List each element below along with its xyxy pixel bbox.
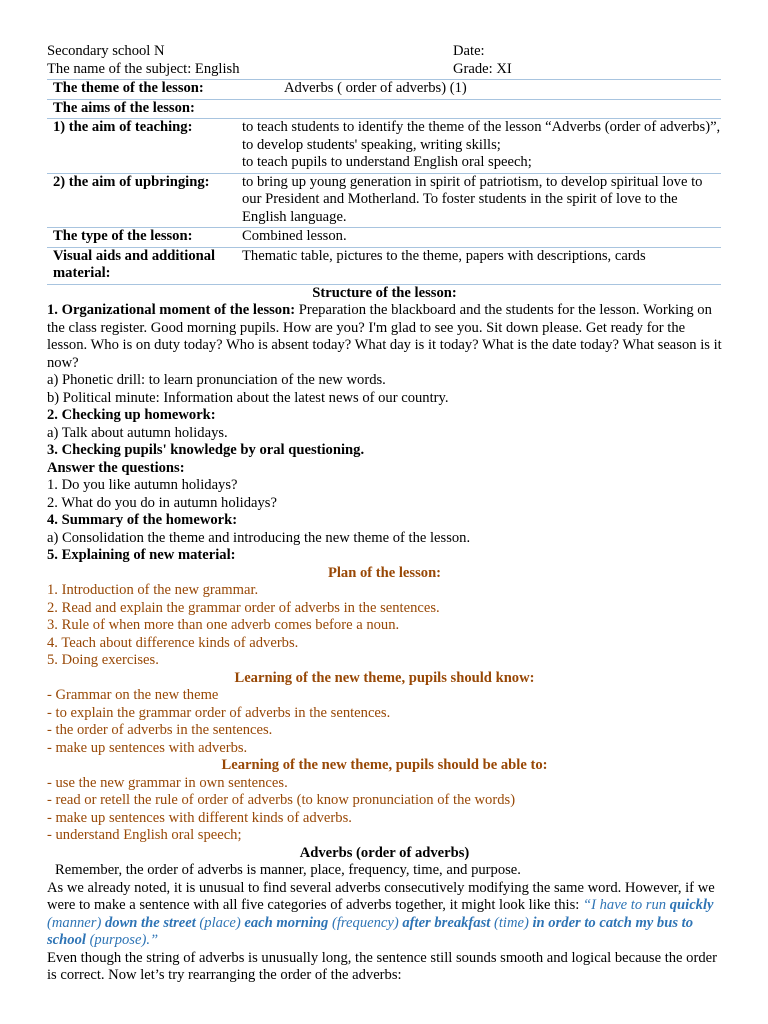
theme-label: The theme of the lesson:: [53, 80, 204, 96]
header-row-2: [47, 61, 722, 79]
lesson-type-value: Combined lesson.: [242, 228, 347, 244]
section-1-text: Preparation the blackboard and the students for the lesson. Working on the class register. Good morning pupils. How are you? I'm glad to see you. Sit down please. Get ready for the lesson. Who is on duty today? Who is absent today? What day is it today? What is the date today? What season is it now?: [47, 302, 722, 371]
example-tag-manner: (manner): [47, 914, 105, 931]
section-5-heading: 5. Explaining of new material:: [47, 547, 236, 563]
question-2: 2. What do you do in autumn holidays?: [47, 494, 277, 511]
aim-teaching-value: [236, 119, 721, 174]
aim-teaching-text-1: to teach students to identify the theme of the lesson “Adverbs (order of adverbs)”, to develop students' speaking, writing skills;: [242, 119, 721, 153]
should-know-item: - Grammar on the new theme: [47, 687, 219, 703]
section-2-heading: 2. Checking up homework:: [47, 407, 216, 423]
question-1: 1. Do you like autumn holidays?: [47, 477, 238, 493]
date-label: Date:: [453, 43, 485, 59]
plan-item: 1. Introduction of the new grammar.: [47, 582, 259, 598]
visual-aids-row: [47, 247, 721, 284]
should-know-title: Learning of the new theme, pupils should know:: [234, 669, 535, 686]
plan-item: 5. Doing exercises.: [47, 652, 159, 668]
example-tag-purpose: (purpose).”: [85, 932, 159, 948]
theme-row: [47, 80, 721, 100]
visual-aids-value: Thematic table, pictures to the theme, papers with descriptions, cards: [242, 247, 646, 264]
should-know-item: - the order of adverbs in the sentences.: [47, 722, 273, 738]
should-be-able-item: - read or retell the rule of order of adverbs (to know pronunciation of the words): [47, 792, 516, 808]
adverbs-closing-paragraph: Even though the string of adverbs is unusually long, the sentence still sounds smooth and logical because the order is correct. Now let’s try rearranging the order of the adverbs:: [47, 949, 717, 983]
aim-teaching-text-2: to teach pupils to understand English oral speech;: [242, 154, 532, 170]
should-be-able-title: Learning of the new theme, pupils should be able to:: [221, 757, 548, 773]
subject-name: The name of the subject: English: [47, 61, 240, 77]
section-4-item: a) Consolidation the theme and introducing the new theme of the lesson.: [47, 529, 471, 546]
visual-aids-label: Visual aids and additional material:: [53, 247, 216, 281]
aim-upbringing-label: 2) the aim of upbringing:: [53, 173, 210, 190]
plan-item: 4. Teach about difference kinds of adverbs.: [47, 634, 299, 651]
example-adverb-time: after breakfast: [402, 914, 491, 931]
example-tag-frequency: (frequency): [328, 914, 403, 931]
adverbs-order-rule: Remember, the order of adverbs is manner, place, frequency, time, and purpose.: [55, 862, 521, 878]
theme-value: Adverbs ( order of adverbs) (1): [284, 80, 467, 96]
example-open: “I have to run: [582, 897, 670, 913]
section-2-item: a) Talk about autumn holidays.: [47, 424, 228, 441]
lesson-info-table: [47, 79, 721, 285]
plan-title: Plan of the lesson:: [327, 564, 442, 581]
should-know-item: - to explain the grammar order of adverbs in the sentences.: [47, 704, 391, 721]
header-row-1: [47, 43, 722, 61]
political-minute: b) Political minute: Information about the latest news of our country.: [47, 389, 449, 406]
plan-item: 3. Rule of when more than one adverb comes before a noun.: [47, 617, 400, 633]
example-adverb-purpose: in order to catch my bus to school: [47, 914, 694, 948]
answer-questions-heading: Answer the questions:: [47, 459, 185, 476]
section-3-heading: 3. Checking pupils' knowledge by oral questioning.: [47, 442, 365, 458]
section-1-heading: 1. Organizational moment of the lesson:: [47, 302, 296, 318]
phonetic-drill: a) Phonetic drill: to learn pronunciation of the new words.: [47, 372, 386, 388]
plan-item: 2. Read and explain the grammar order of adverbs in the sentences.: [47, 599, 440, 616]
aim-upbringing-row: [47, 173, 721, 228]
aims-label: The aims of the lesson:: [53, 99, 195, 116]
aims-row: [47, 99, 721, 119]
adverbs-section-title: Adverbs (order of adverbs): [299, 844, 470, 861]
should-be-able-item: - make up sentences with different kinds of adverbs.: [47, 809, 352, 826]
adverbs-intro-text: As we already noted, it is unusual to find several adverbs consecutively modifying the same word. However, if we were to make a sentence with all five categories of adverbs together, it might look like this:: [47, 879, 715, 913]
example-tag-time: (time): [490, 914, 533, 931]
lesson-type-label: The type of the lesson:: [53, 228, 193, 244]
example-adverb-frequency: each morning: [244, 914, 329, 931]
example-tag-place: (place): [195, 914, 245, 931]
should-be-able-item: - understand English oral speech;: [47, 827, 242, 843]
section-1-paragraph: [47, 302, 722, 372]
aim-upbringing-value: to bring up young generation in spirit of patriotism, to develop spiritual love to our President and Motherland. To foster students in the spirit of love to the English language.: [242, 173, 703, 225]
should-be-able-item: - use the new grammar in own sentences.: [47, 774, 288, 791]
aim-teaching-label: 1) the aim of teaching:: [53, 119, 193, 135]
section-4-heading: 4. Summary of the homework:: [47, 512, 238, 528]
structure-title: Structure of the lesson:: [312, 284, 457, 301]
lesson-type-row: [47, 228, 721, 248]
should-know-item: - make up sentences with adverbs.: [47, 739, 248, 756]
school-name: Secondary school N: [47, 43, 165, 59]
grade-label: Grade: XI: [453, 61, 512, 77]
example-adverb-place: down the street: [104, 914, 196, 931]
document-page: [47, 43, 722, 985]
aim-teaching-row: [47, 119, 721, 174]
example-adverb-manner: quickly: [669, 897, 714, 913]
adverbs-example-paragraph: [47, 880, 722, 950]
